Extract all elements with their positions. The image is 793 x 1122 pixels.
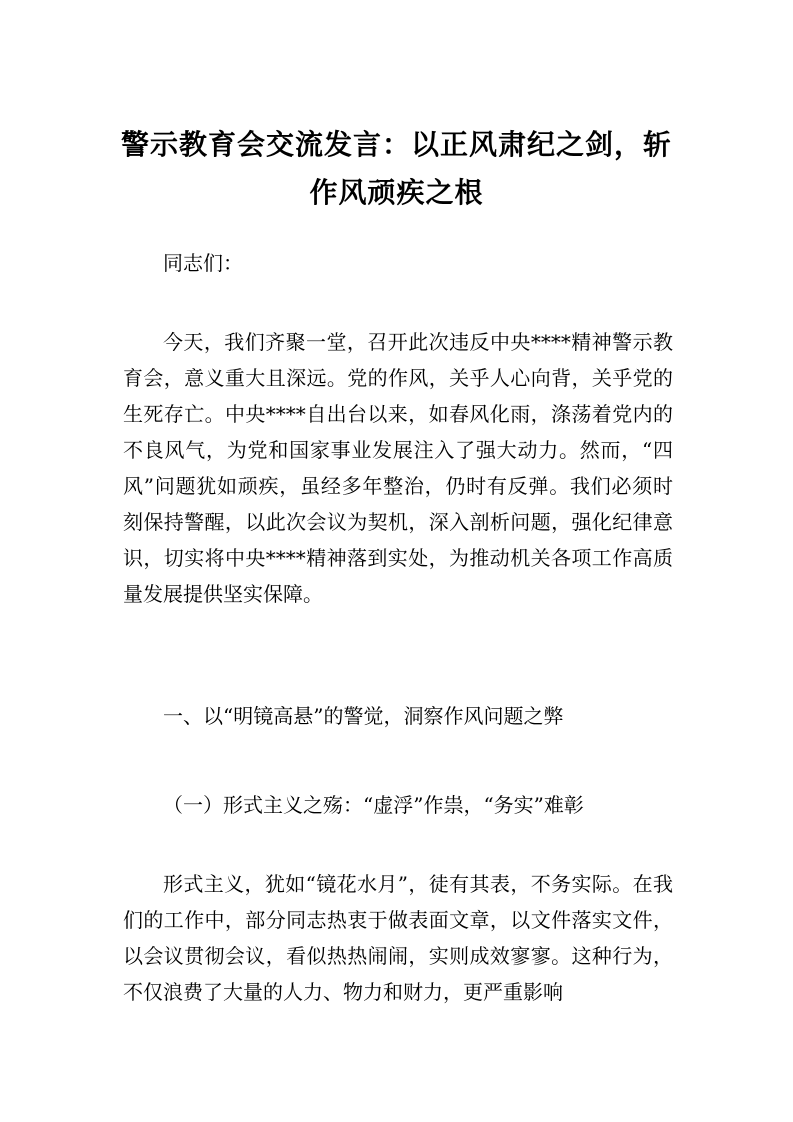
section-heading: 一、以“明镜高悬”的警觉，洞察作风问题之弊 [163,704,564,728]
salutation: 同志们： [163,251,243,275]
body-paragraph: 形式主义，犹如“镜花水月”，徒有其表，不务实际。在我们的工作中，部分同志热衷于做表面文章，以文件落实文件，以会议贯彻会议，看似热热闹闹，实则成效寥寥。这种行为，不仅浪费了大量的人力、物力和财力，更严重影响 [123,872,673,1004]
document-title: 警示教育会交流发言：以正风肃纪之剑，斩作风顽疾之根 [120,128,672,209]
subsection-heading: （一）形式主义之殇：“虚浮”作祟，“务实”难彰 [163,793,584,817]
intro-paragraph: 今天，我们齐聚一堂，召开此次违反中央****精神警示教育会，意义重大且深远。党的作风，关乎人心向背，关乎党的生死存亡。中央****自出台以来，如春风化雨，涤荡着党内的不良风气，为党和国家事业发展注入了强大动力。然而，“四风”问题犹如顽疾，虽经多年整治，仍时有反弹。我们必须时刻保持警醒，以此次会议为契机，深入剖析问题，强化纪律意识，切实将中央****精神落到实处，为推动机关各项工作高质量发展提供坚实保障。 [123,330,673,606]
